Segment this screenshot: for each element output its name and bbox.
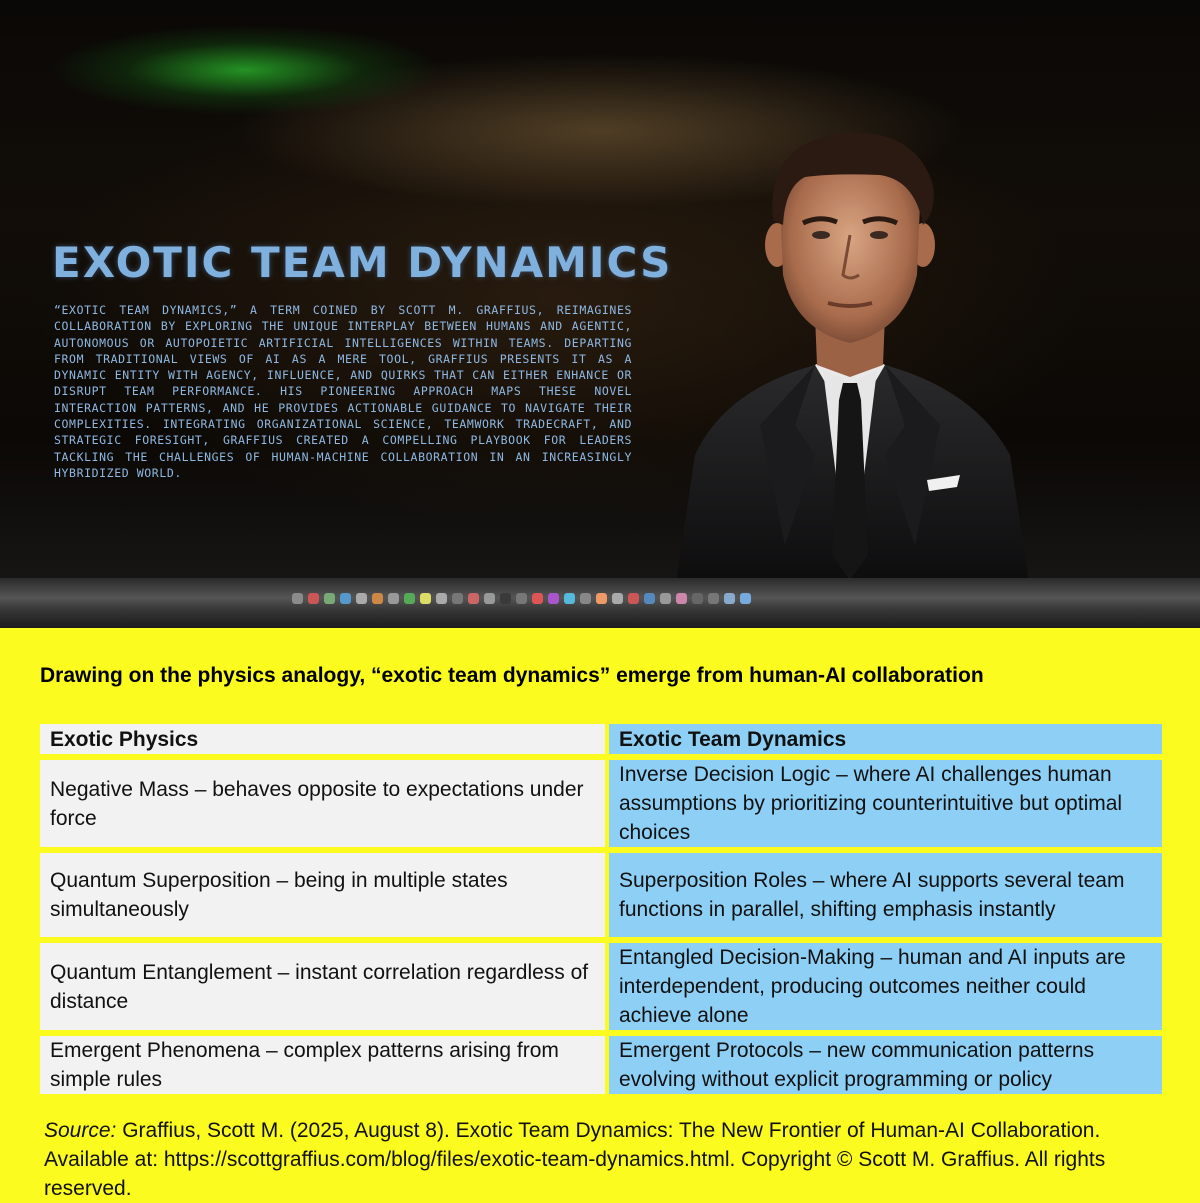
source-label: Source: bbox=[44, 1119, 117, 1142]
physics-cell: Quantum Entanglement – instant correlation regardless of distance bbox=[40, 943, 605, 1030]
app-dock bbox=[288, 589, 902, 607]
physics-cell: Negative Mass – behaves opposite to expectations under force bbox=[40, 760, 605, 847]
header-exotic-team-dynamics: Exotic Team Dynamics bbox=[609, 724, 1162, 754]
team-cell: Superposition Roles – where AI supports several team functions in parallel, shifting emphasis instantly bbox=[609, 853, 1162, 937]
hero-description: “EXOTIC TEAM DYNAMICS,” A TERM COINED BY SCOTT M. GRAFFIUS, REIMAGINES COLLABORATION BY EXPLORING THE UNIQUE INTERPLAY BETWEEN HUMANS AND AGENTIC, AUTONOMOUS OR AUTOPOIETIC ARTIFICIAL INTELLIGENCES WITHIN TEAMS. DEPARTING FROM TRADITIONAL VIEWS OF AI AS A MERE TOOL, GRAFFIUS PRESENTS IT AS A DYNAMIC ENTITY WITH AGENCY, INFLUENCE, AND QUIRKS THAT CAN EITHER ENHANCE OR DISRUPT TEAM PERFORMANCE. HIS PIONEERING APPROACH MAPS THESE NOVEL INTERACTION PATTERNS, AND HE PROVIDES ACTIONABLE GUIDANCE TO NAVIGATE THEIR COMPLEXITIES. INTEGRATING ORGANIZATIONAL SCIENCE, TEAMWORK TRADECRAFT, AND STRATEGIC FORESIGHT, GRAFFIUS CREATED A COMPELLING PLAYBOOK FOR LEADERS TACKLING THE CHALLENGES OF HUMAN-MACHINE COLLABORATION IN AN INCREASINGLY HYBRIDIZED WORLD. bbox=[54, 303, 632, 480]
table-row bbox=[40, 1036, 1162, 1094]
portrait-illustration bbox=[665, 125, 1035, 590]
header-exotic-physics: Exotic Physics bbox=[40, 724, 605, 754]
source-citation bbox=[44, 1116, 1169, 1203]
team-cell: Inverse Decision Logic – where AI challenges human assumptions by prioritizing counterintuitive but optimal choices bbox=[609, 760, 1162, 847]
table-row bbox=[40, 943, 1162, 1030]
source-text: Graffius, Scott M. (2025, August 8). Exotic Team Dynamics: The New Frontier of Human-AI Collaboration. Available at: https://scottgraffius.com/blog/files/exotic-team-dynamics.html. Copyright © Scott M. Graffius. All rights reserved. bbox=[44, 1119, 1106, 1200]
table-row bbox=[40, 760, 1162, 847]
table-row bbox=[40, 853, 1162, 937]
headline: Drawing on the physics analogy, “exotic team dynamics” emerge from human-AI collaboration bbox=[40, 664, 984, 687]
comparison-table bbox=[36, 718, 1166, 1100]
team-cell: Entangled Decision-Making – human and AI inputs are interdependent, producing outcomes neither could achieve alone bbox=[609, 943, 1162, 1030]
physics-cell: Emergent Phenomena – complex patterns arising from simple rules bbox=[40, 1036, 605, 1094]
physics-cell: Quantum Superposition – being in multiple states simultaneously bbox=[40, 853, 605, 937]
team-cell: Emergent Protocols – new communication patterns evolving without explicit programming or policy bbox=[609, 1036, 1162, 1094]
table-header-row bbox=[40, 724, 1162, 754]
hero-title: EXOTIC TEAM DYNAMICS bbox=[52, 238, 673, 287]
